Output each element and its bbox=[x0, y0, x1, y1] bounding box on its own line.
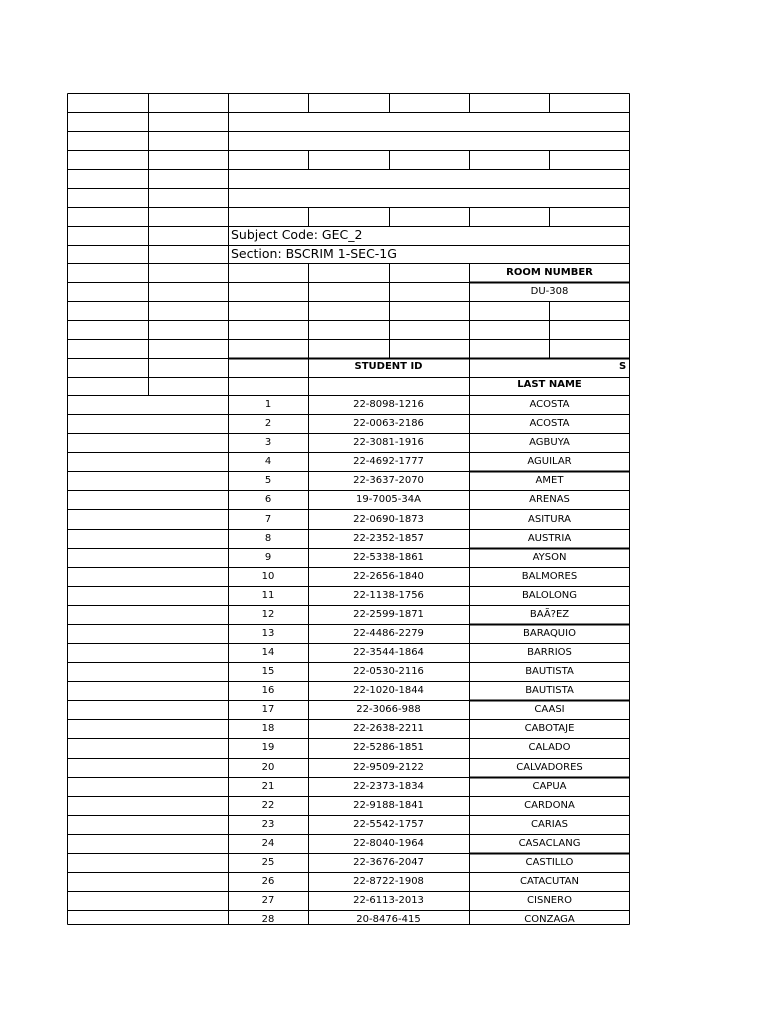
last-name: CONZAGA bbox=[524, 914, 575, 926]
student-id: 22-5338-1861 bbox=[353, 551, 424, 563]
row-number: 9 bbox=[264, 551, 272, 563]
row-number: 5 bbox=[264, 475, 272, 487]
subject-code: Subject Code: GEC_2 bbox=[231, 227, 363, 242]
last-name: AUSTRIA bbox=[527, 532, 572, 544]
row-number: 20 bbox=[261, 761, 275, 773]
row-number: 4 bbox=[264, 456, 272, 468]
student-id: 22-3637-2070 bbox=[353, 475, 424, 487]
last-name: BALOLONG bbox=[521, 589, 578, 601]
last-name: ASITURA bbox=[528, 513, 571, 525]
student-id: 22-2638-2211 bbox=[353, 723, 424, 735]
last-name: ACOSTA bbox=[529, 418, 570, 430]
row-number: 13 bbox=[261, 627, 275, 639]
last-name: AGBUYA bbox=[529, 437, 570, 449]
last-name: BARRIOS bbox=[527, 647, 572, 659]
last-name: CABOTAJE bbox=[524, 723, 575, 735]
row-number: 16 bbox=[261, 685, 275, 697]
last-name-header: LAST NAME bbox=[517, 379, 582, 390]
row-number: 19 bbox=[261, 742, 275, 754]
row-number: 8 bbox=[264, 532, 272, 544]
section-label: Section: BSCRIM 1-SEC-1G bbox=[231, 246, 397, 261]
row-number: 12 bbox=[261, 608, 275, 620]
student-id: 22-0063-2186 bbox=[353, 418, 424, 430]
row-number: 28 bbox=[261, 914, 275, 926]
student-id: 22-2373-1834 bbox=[353, 780, 424, 792]
last-name: BARAQUIO bbox=[523, 627, 576, 639]
student-id: 22-1138-1756 bbox=[353, 589, 424, 601]
last-name: CAASI bbox=[534, 704, 565, 716]
last-name: AMET bbox=[535, 475, 564, 487]
student-id: 22-2352-1857 bbox=[353, 532, 424, 544]
row-number: 6 bbox=[264, 494, 272, 506]
student-id: 22-0690-1873 bbox=[353, 513, 424, 525]
student-id: 22-3544-1864 bbox=[353, 647, 424, 659]
room-number-header: ROOM NUMBER bbox=[506, 267, 593, 278]
last-name: CASACLANG bbox=[518, 837, 581, 849]
row-number: 15 bbox=[261, 666, 275, 678]
student-id: 22-1020-1844 bbox=[353, 685, 424, 697]
row-number: 22 bbox=[261, 799, 275, 811]
row-number: 1 bbox=[264, 399, 272, 411]
student-id: 22-3676-2047 bbox=[353, 856, 424, 868]
row-number: 26 bbox=[261, 876, 275, 888]
student-id: 22-8098-1216 bbox=[353, 399, 424, 411]
row-number: 7 bbox=[264, 513, 272, 525]
last-name: CATACUTAN bbox=[520, 876, 579, 888]
student-id: 22-2656-1840 bbox=[353, 570, 424, 582]
row-number: 23 bbox=[261, 818, 275, 830]
last-name: ARENAS bbox=[529, 494, 570, 506]
student-id: 22-4692-1777 bbox=[353, 456, 424, 468]
last-name: CARDONA bbox=[524, 799, 575, 811]
row-number: 11 bbox=[261, 589, 275, 601]
last-name: BAUTISTA bbox=[525, 666, 574, 678]
student-id: 20-8476-415 bbox=[356, 914, 421, 926]
student-id: 22-2599-1871 bbox=[353, 608, 424, 620]
last-name: BALMORES bbox=[521, 570, 578, 582]
student-id: 22-9188-1841 bbox=[353, 799, 424, 811]
last-name: BAÃ?EZ bbox=[529, 608, 570, 620]
class-roster-sheet bbox=[67, 93, 630, 925]
last-name: CASTILLO bbox=[525, 856, 574, 868]
student-id: 22-8040-1964 bbox=[353, 837, 424, 849]
student-id: 22-3081-1916 bbox=[353, 437, 424, 449]
row-number: 27 bbox=[261, 895, 275, 907]
student-id: 22-5286-1851 bbox=[353, 742, 424, 754]
student-id: 22-4486-2279 bbox=[353, 627, 424, 639]
last-name: CALVADORES bbox=[516, 761, 583, 773]
last-name: AGUILAR bbox=[527, 456, 572, 468]
row-number: 24 bbox=[261, 837, 275, 849]
row-number: 2 bbox=[264, 418, 272, 430]
student-id-header: STUDENT ID bbox=[354, 360, 423, 372]
last-name: CAPUA bbox=[532, 780, 567, 792]
student-id: 22-3066-988 bbox=[356, 704, 421, 716]
student-id: 22-5542-1757 bbox=[353, 818, 424, 830]
row-number: 21 bbox=[261, 780, 275, 792]
student-id: 22-8722-1908 bbox=[353, 876, 424, 888]
student-id: 22-0530-2116 bbox=[353, 666, 424, 678]
row-number: 3 bbox=[264, 437, 272, 449]
row-number: 10 bbox=[261, 570, 275, 582]
cutoff-header: S bbox=[619, 360, 627, 372]
last-name: ACOSTA bbox=[529, 399, 570, 411]
student-id: 19-7005-34A bbox=[356, 494, 421, 506]
student-id: 22-9509-2122 bbox=[353, 761, 424, 773]
row-number: 18 bbox=[261, 723, 275, 735]
last-name: CARIAS bbox=[531, 818, 568, 830]
row-number: 17 bbox=[261, 704, 275, 716]
last-name: CALADO bbox=[528, 742, 571, 754]
student-id: 22-6113-2013 bbox=[353, 895, 424, 907]
row-number: 25 bbox=[261, 856, 275, 868]
last-name: BAUTISTA bbox=[525, 685, 574, 697]
row-number: 14 bbox=[261, 647, 275, 659]
room-number-value: DU-308 bbox=[530, 286, 569, 297]
last-name: AYSON bbox=[532, 551, 567, 563]
last-name: CISNERO bbox=[527, 895, 572, 907]
